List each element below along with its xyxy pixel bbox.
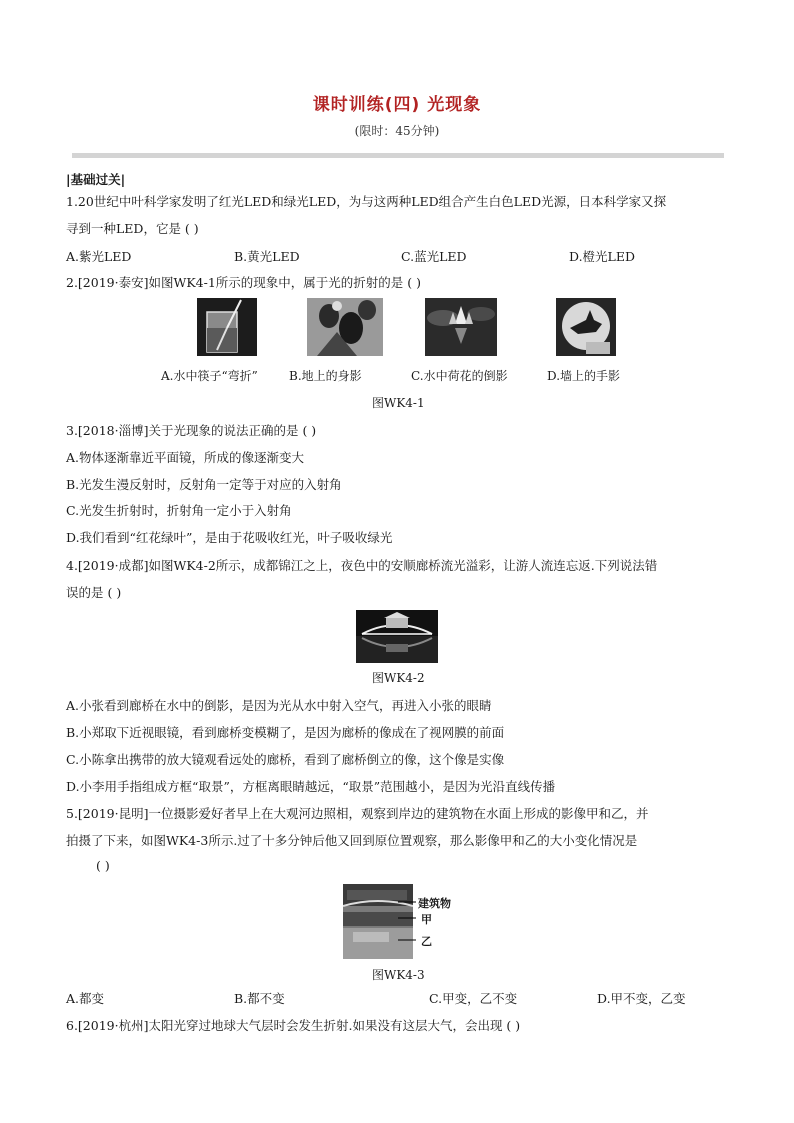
q4-stem-line1: 4.[2019·成都]如图WK4-2所示，成都锦江之上，夜色中的安顺廊桥流光溢彩，让游人流连忘返.下列说法错: [66, 558, 658, 573]
q1-option-c: C.蓝光LED: [401, 249, 467, 264]
q6-stem: 6.[2019·杭州]太阳光穿过地球大气层时会发生折射.如果没有这层大气，会出现 ( ): [66, 1018, 521, 1033]
section-heading: |基础过关|: [66, 172, 126, 187]
q3-option-c: C.光发生折射时，折射角一定小于入射角: [66, 503, 292, 518]
q1-option-d: D.橙光LED: [569, 249, 635, 264]
figure-label-wk4-3: 图WK4-3: [372, 968, 425, 982]
q5-option-c: C.甲变，乙不变: [429, 991, 518, 1006]
figure-pointer-lines: [398, 896, 418, 946]
q4-option-b: B.小郑取下近视眼镜，看到廊桥变模糊了，是因为廊桥的像成在了视网膜的前面: [66, 725, 505, 740]
q5-option-d: D.甲不变，乙变: [597, 991, 686, 1006]
q4-option-a: A.小张看到廊桥在水中的倒影，是因为光从水中射入空气，再进入小张的眼睛: [66, 698, 492, 713]
q5-option-b: B.都不变: [234, 991, 285, 1006]
q3-option-b: B.光发生漫反射时，反射角一定等于对应的入射角: [66, 477, 342, 492]
q4-stem-line2: 误的是 ( ): [66, 585, 122, 600]
q2-stem: 2.[2019·泰安]如图WK4-1所示的现象中，属于光的折射的是 ( ): [66, 275, 421, 290]
q2-caption-c: C.水中荷花的倒影: [411, 369, 508, 383]
figure-lotus-reflection: [425, 298, 497, 356]
q3-option-d: D.我们看到“红花绿叶”，是由于花吸收红光，叶子吸收绿光: [66, 530, 393, 545]
figure-bridge-night: [356, 610, 438, 663]
figure-label-jia: 甲: [421, 913, 432, 926]
q2-caption-d: D.墙上的手影: [547, 369, 621, 383]
figure-shadow-on-ground: [307, 298, 383, 356]
q5-option-a: A.都变: [66, 991, 105, 1006]
figure-label-yi: 乙: [421, 935, 432, 948]
q1-option-a: A.紫光LED: [66, 249, 132, 264]
figure-hand-shadow: [556, 298, 616, 356]
figure-label-wk4-2: 图WK4-2: [372, 671, 425, 685]
q1-stem-line1: 1.20世纪中叶科学家发明了红光LED和绿光LED，为与这两种LED组合产生白色LED光源，日本科学家又探: [66, 194, 667, 209]
q4-option-d: D.小李用手指组成方框“取景”，方框离眼睛越远，“取景”范围越小，是因为光沿直线传播: [66, 779, 556, 794]
figure-label-wk4-1: 图WK4-1: [372, 396, 425, 410]
q5-stem-line2: 拍摄了下来，如图WK4-3所示.过了十多分钟后他又回到原位置观察，那么影像甲和乙的大小变化情况是: [66, 833, 638, 848]
divider: [72, 153, 724, 158]
time-limit: (限时：45分钟): [354, 124, 440, 138]
q5-stem-line1: 5.[2019·昆明]一位摄影爱好者早上在大观河边照相，观察到岸边的建筑物在水面上形成的影像甲和乙，并: [66, 806, 649, 821]
q4-option-c: C.小陈拿出携带的放大镜观看远处的廊桥，看到了廊桥倒立的像，这个像是实像: [66, 752, 505, 767]
q5-stem-line3: ( ): [96, 858, 110, 873]
figure-chopstick-in-water: [197, 298, 257, 356]
figure-label-building: 建筑物: [418, 897, 451, 910]
q3-option-a: A.物体逐渐靠近平面镜，所成的像逐渐变大: [66, 450, 305, 465]
q2-caption-b: B.地上的身影: [289, 369, 362, 383]
q1-stem-line2: 寻到一种LED，它是 ( ): [66, 221, 199, 236]
q1-option-b: B.黄光LED: [234, 249, 300, 264]
q2-caption-a: A.水中筷子“弯折”: [161, 369, 258, 383]
page-title: 课时训练(四) 光现象: [312, 95, 482, 115]
q3-stem: 3.[2018·淄博]关于光现象的说法正确的是 ( ): [66, 423, 317, 438]
